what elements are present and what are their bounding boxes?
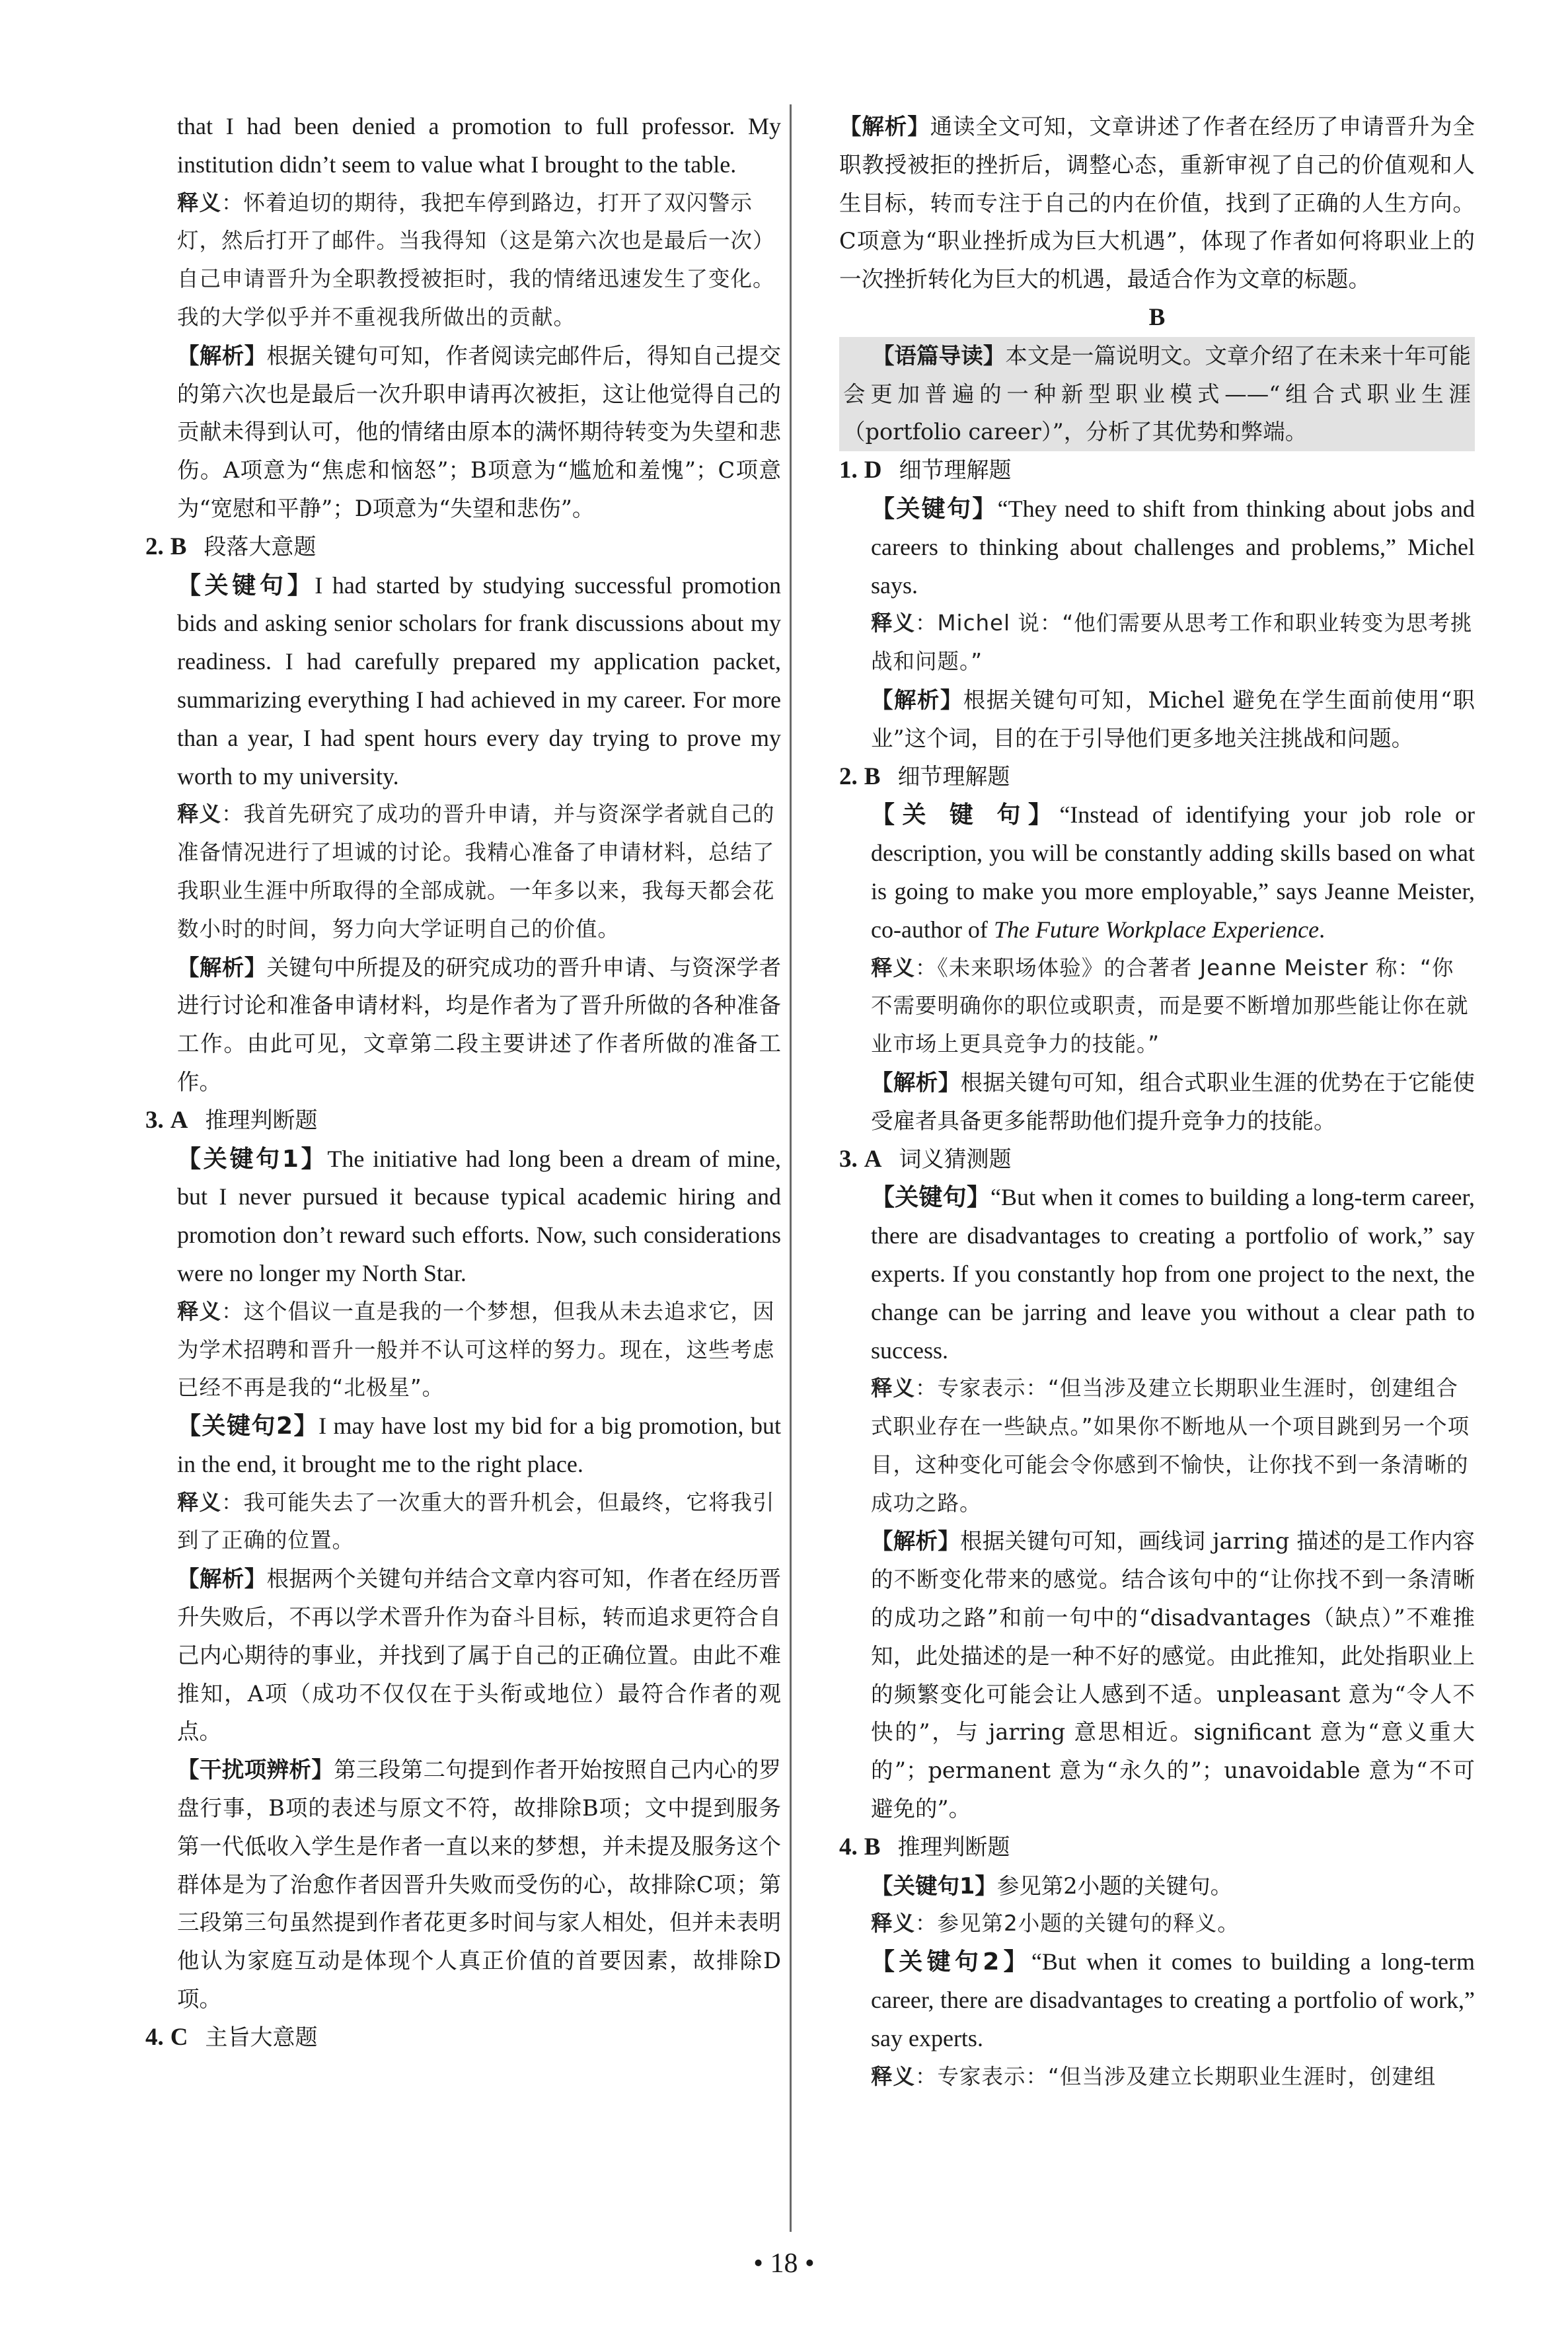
translation-label: 释义 [871,2063,916,2089]
answer-letter: C [170,2023,188,2051]
analysis-label: 【解析】 [871,1069,961,1095]
key-sentence-text: The initiative had long been a dream of mine, but I never pursued it because typical academic hiring and promotion don’t reward such efforts. Now, such considerations were no longer my North Star. [177,1145,781,1286]
analysis-label: 【解析】 [177,954,267,980]
analysis-text: 根据关键句可知，画线词 jarring 描述的是工作内容的不断变化带来的感觉。结合该句中的“让你找不到一条清晰的成功之路”和前一句中的“disadvantages（缺点）”不难推知，此处描述的是一种不好的感觉。由此推知，此处指职业上的频繁变化可能会让人感到不适。unpleasant 意为“令人不快的”，与 jarring 意思相近。significant 意为“意义重大的”；permanent 意为“永久的”；unavoidable 意为“不可避免的”。 [871,1528,1475,1822]
translation [839,949,1475,1064]
continued-translation [145,184,781,337]
analysis-text: 通读全文可知，文章讲述了作者在经历了申请晋升为全职教授被拒的挫折后，调整心态，重新审视了自己的价值观和人生目标，转而专注于自己的内在价值，找到了正确的人生方向。C项意为“职业挫折成为巨大机遇”，体现了作者如何将职业上的一次挫折转化为巨大的机遇，最适合作为文章的标题。 [839,114,1475,293]
answer-letter: A [864,1145,882,1173]
key-sentence-text: I had started by studying successful promotion bids and asking senior scholars for frank discussions about my readiness. I had carefully prepared my application packet, summarizing everything I had achieved in my career. For more than a year, I had spent hours every day trying to prove my worth to my university. [177,572,781,790]
analysis-text: 根据两个关键句并结合文章内容可知，作者在经历晋升失败后，不再以学术晋升作为奋斗目标，转而追求更符合自己内心期待的事业，并找到了属于自己的正确位置。由此不难推知，A项（成功不仅仅在于头衔或地位）最符合作者的观点。 [177,1566,782,1745]
translation [839,605,1475,681]
analysis [145,949,781,1101]
key-sentence-text: “But when it comes to building a long-term career, there are disadvantages to creating a portfolio of work,” say experts. [871,1948,1475,2051]
translation-text: ：参见第2小题的关键句的释义。 [915,1911,1240,1937]
translation [145,795,781,948]
question-3-header [145,1101,781,1140]
key-sentence-label: 【关键句】 [177,572,315,599]
translation-1 [839,1905,1475,1943]
distractor-label: 【干扰项辨析】 [177,1757,334,1783]
key-sentence-label: 【关键句1】 [871,1872,997,1899]
question-4-header [145,2018,781,2057]
key-sentence-text: “They need to shift from thinking about jobs and careers to thinking about challenges and problems,” Michel says. [871,495,1475,599]
page-number: • 18 • [753,2248,815,2279]
key-sentence-label: 【关键句】 [871,1184,991,1212]
question-number: 2. [839,762,858,790]
analysis-text: 根据关键句可知，作者阅读完邮件后，得知自己提交的第六次也是最后一次升职申请再次被拒，这让他觉得自己的贡献未得到认可，他的情绪由原本的满怀期待转变为失望和悲伤。A项意为“焦虑和恼怒”；B项意为“尴尬和羞愧”；C项意为“宽慰和平静”；D项意为“失望和悲伤”。 [177,342,782,521]
analysis-label: 【解析】 [177,1566,267,1592]
section-heading: B [1148,303,1166,331]
right-column [839,108,1475,2096]
question-type: 推理判断题 [205,1107,318,1134]
translation-label: 释义 [177,190,222,215]
key-sentence-end: . [1319,916,1325,943]
answer-letter: B [864,762,881,790]
question-type: 词义猜测题 [899,1146,1012,1173]
analysis [839,108,1475,299]
key-sentence-2 [145,1407,781,1484]
continued-analysis [145,337,781,528]
column-divider [790,104,792,2232]
analysis-label: 【解析】 [871,686,963,713]
analysis-label: 【解析】 [839,114,930,139]
translation [839,1370,1475,1522]
question-type: 主旨大意题 [205,2024,318,2051]
question-type: 细节理解题 [897,763,1010,790]
key-sentence-text: I may have lost my bid for a big promotion, but in the end, it brought me to the right place. [177,1413,781,1477]
analysis [839,1064,1475,1140]
question-number: 4. [145,2023,164,2051]
key-sentence-label: 【关 键 句】 [871,801,1060,829]
translation-text: ：怀着迫切的期待，我把车停到路边，打开了双闪警示灯，然后打开了邮件。当我得知（这是第六次也是最后一次）自己申请晋升为全职教授被拒时，我的情绪迅速发生了变化。我的大学似乎并不重视我所做出的贡献。 [177,190,775,330]
question-type: 细节理解题 [899,457,1012,484]
analysis-text: 根据关键句可知，Michel 避免在学生面前使用“职业”这个词，目的在于引导他们更多地关注挑战和问题。 [871,686,1475,751]
question-number: 3. [145,1106,164,1134]
distractor-text: 第三段第二句提到作者开始按照自己内心的罗盘行事，B项的表述与原文不符，故排除B项；文中提到服务第一代低收入学生是作者一直以来的梦想，并未提及服务这个群体是为了治愈作者因晋升失败而受伤的心，故排除C项；第三段第三句虽然提到作者花更多时间与家人相处，但并未表明他认为家庭互动是体现个人真正价值的首要因素，故排除D项。 [177,1757,782,2012]
distractor-analysis [145,1751,781,2018]
key-sentence-1 [839,1867,1475,1905]
question-number: 2. [145,533,164,560]
key-sentence-label: 【关键句】 [871,495,998,523]
key-sentence-label: 【关键句2】 [871,1948,1031,1976]
analysis [839,681,1475,758]
left-column [145,108,781,2057]
analysis [839,1522,1475,1827]
translation-2 [145,1484,781,1561]
translation-1 [145,1293,781,1407]
guide-text: 本文是一篇说明文。文章介绍了在未来十年可能会更加普遍的一种新型职业模式——“组合式职业生涯（portfolio career）”，分析了其优势和弊端。 [843,342,1472,445]
translation-label: 释义 [177,1298,222,1324]
translation-label: 释义 [177,801,222,827]
key-sentence-text: “But when it comes to building a long-term career, there are disadvantages to creating a portfolio of work,” say experts. If you constantly hop from one project to the next, the change can be jarring and leave you without a clear path to success. [871,1184,1475,1364]
continued-key-sentence: that I had been denied a promotion to full professor. My institution didn’t seem to value what I brought to the table. [177,113,781,178]
translation-label: 释义 [871,1376,916,1401]
question-3-header [839,1140,1475,1179]
answer-letter: B [864,1833,881,1861]
key-sentence-2 [839,1943,1475,2057]
question-2-header [145,528,781,567]
key-sentence [145,567,781,796]
key-sentence-text: “Instead of identifying your job role or description, you will be constantly adding skills based on what is going to make you more employable,” says Jeanne Meister, co-author of [871,801,1475,943]
translation-text: ：专家表示：“但当涉及建立长期职业生涯时，创建组 [915,2063,1437,2089]
key-sentence [839,490,1475,605]
analysis-label: 【解析】 [871,1528,961,1555]
key-sentence [839,796,1475,949]
translation-text: ：《未来职场体验》的合著者 Jeanne Meister 称：“你不需要明确你的职位或职责，而是要不断增加那些能让你在就业市场上更具竞争力的技能。” [871,955,1469,1057]
translation-2 [839,2058,1475,2096]
passage-guide [843,337,1471,451]
translation-text: ：我首先研究了成功的晋升申请，并与资深学者就自己的准备情况进行了坦诚的讨论。我精心准备了申请材料，总结了我职业生涯中所取得的全部成就。一年多以来，我每天都会花数小时的时间，努力向大学证明自己的价值。 [177,801,775,941]
answer-letter: D [864,457,882,484]
translation-label: 释义 [871,955,916,980]
analysis-text: 根据关键句可知，组合式职业生涯的优势在于它能使受雇者具备更多能帮助他们提升竞争力的技能。 [871,1069,1475,1134]
passage-guide-box [839,337,1475,451]
question-type: 推理判断题 [897,1833,1010,1861]
analysis-label: 【解析】 [177,342,267,369]
translation-text: ：我可能失去了一次重大的晋升机会，但最终，它将我引到了正确的位置。 [177,1489,775,1553]
translation-label: 释义 [177,1489,222,1515]
key-sentence-1 [145,1140,781,1293]
translation-label: 释义 [871,1911,916,1937]
key-sentence-text: 参见第2小题的关键句。 [996,1872,1233,1899]
translation-text: ：专家表示：“但当涉及建立长期职业生涯时，创建组合式职业存在一些缺点。”如果你不断地从一个项目跳到另一个项目，这种变化可能会令你感到不愉快，让你找不到一条清晰的成功之路。 [871,1376,1470,1516]
guide-label: 【语篇导读】 [872,342,1006,369]
book-title: The Future Workplace Experience [993,916,1320,943]
question-1-header [839,451,1475,490]
translation-text: ：这个倡议一直是我的一个梦想，但我从未去追求它，因为学术招聘和晋升一般并不认可这样的努力。现在，这些考虑已经不再是我的“北极星”。 [177,1298,775,1401]
answer-letter: A [170,1106,188,1134]
translation-label: 释义 [871,610,916,636]
key-sentence [839,1179,1475,1370]
key-sentence-label: 【关键句2】 [177,1413,319,1440]
key-sentence-label: 【关键句1】 [177,1145,328,1173]
analysis [145,1560,781,1751]
question-number: 1. [839,457,858,484]
question-type: 段落大意题 [204,533,317,560]
analysis-text: 关键句中所提及的研究成功的晋升申请、与资深学者进行讨论和准备申请材料，均是作者为了晋升所做的各种准备工作。由此可见，文章第二段主要讲述了作者所做的准备工作。 [177,954,782,1095]
question-2-header [839,758,1475,797]
question-number: 4. [839,1833,858,1861]
translation-text: ：Michel 说：“他们需要从思考工作和职业转变为思考挑战和问题。” [871,610,1473,675]
answer-letter: B [170,533,187,560]
question-4-header [839,1828,1475,1867]
question-number: 3. [839,1145,858,1173]
